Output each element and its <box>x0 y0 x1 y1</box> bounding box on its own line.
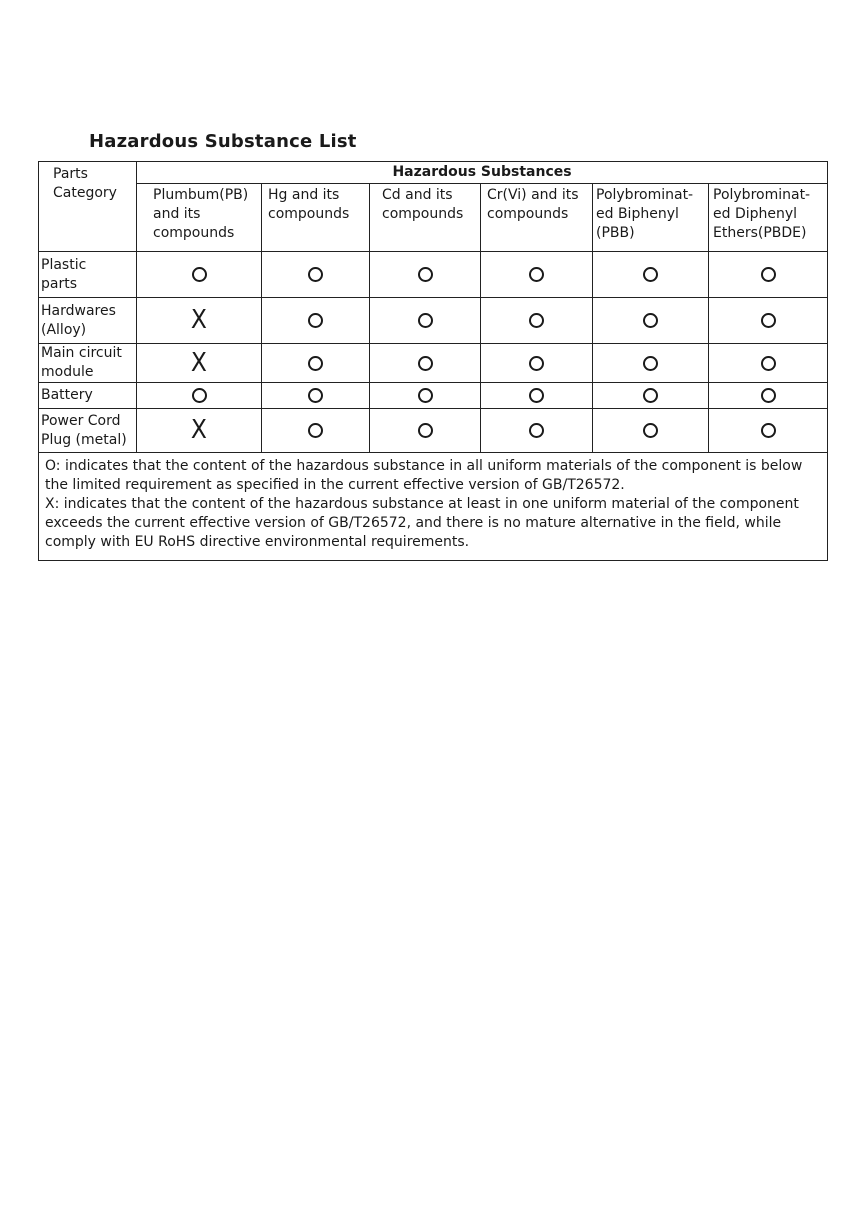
circle-mark-icon <box>529 388 544 403</box>
hazardous-substance-table <box>38 161 828 561</box>
part-category-cell: Plastic parts <box>39 252 137 298</box>
circle-mark-icon <box>418 313 433 328</box>
circle-mark-icon <box>308 388 323 403</box>
substance-mark-cell <box>262 383 370 409</box>
circle-mark-icon <box>418 388 433 403</box>
circle-mark-icon <box>192 388 207 403</box>
circle-mark-icon <box>643 267 658 282</box>
column-header-pb: Plumbum(PB) and its compounds <box>137 184 262 252</box>
substance-mark-cell <box>370 383 481 409</box>
substance-mark-cell <box>262 252 370 298</box>
circle-mark-icon <box>761 388 776 403</box>
substance-mark-cell <box>709 344 828 383</box>
circle-mark-icon <box>643 423 658 438</box>
circle-mark-icon <box>308 313 323 328</box>
substance-mark-cell <box>370 252 481 298</box>
legend-o-note: O: indicates that the content of the hazardous substance in all uniform materials of the component is below the limited requirement as specified in the current effective version of GB/T26572. <box>45 458 803 493</box>
table-row <box>39 409 828 453</box>
circle-mark-icon <box>761 313 776 328</box>
table-row <box>39 298 828 344</box>
substance-mark-cell <box>481 298 593 344</box>
substance-mark-cell <box>137 383 262 409</box>
substance-mark-cell <box>262 409 370 453</box>
parts-category-header: Parts Category <box>39 162 137 252</box>
column-header-cd: Cd and its compounds <box>370 184 481 252</box>
substance-mark-cell <box>137 298 262 344</box>
substance-mark-cell <box>481 383 593 409</box>
hazardous-substances-header: Hazardous Substances <box>137 162 828 184</box>
substance-mark-cell <box>593 298 709 344</box>
legend-notes <box>39 453 828 561</box>
circle-mark-icon <box>761 267 776 282</box>
substance-mark-cell <box>481 252 593 298</box>
circle-mark-icon <box>643 388 658 403</box>
substance-mark-cell <box>709 409 828 453</box>
circle-mark-icon <box>761 356 776 371</box>
circle-mark-icon <box>643 313 658 328</box>
column-header-hg: Hg and its compounds <box>262 184 370 252</box>
column-header-pbb: Polybrominat- ed Biphenyl (PBB) <box>593 184 709 252</box>
part-category-cell: Hardwares (Alloy) <box>39 298 137 344</box>
circle-mark-icon <box>308 267 323 282</box>
substance-mark-cell <box>593 409 709 453</box>
substance-mark-cell <box>481 344 593 383</box>
circle-mark-icon <box>418 267 433 282</box>
column-header-cr: Cr(Vi) and its compounds <box>481 184 593 252</box>
table-row <box>39 252 828 298</box>
x-mark-icon: X <box>190 347 208 378</box>
page-title: Hazardous Substance List <box>89 131 357 152</box>
circle-mark-icon <box>418 423 433 438</box>
circle-mark-icon <box>529 267 544 282</box>
substance-mark-cell <box>137 344 262 383</box>
substance-mark-cell <box>137 252 262 298</box>
substance-mark-cell <box>709 383 828 409</box>
circle-mark-icon <box>308 356 323 371</box>
table-row <box>39 383 828 409</box>
substance-mark-cell <box>370 298 481 344</box>
legend-x-note: X: indicates that the content of the hazardous substance at least in one uniform material of the component exceeds the current effective version of GB/T26572, and there is no mature alternative in the field, while comply with EU RoHS directive environmental requirements. <box>45 496 799 550</box>
substance-mark-cell <box>709 252 828 298</box>
part-category-cell: Main circuit module <box>39 344 137 383</box>
circle-mark-icon <box>529 313 544 328</box>
substance-mark-cell <box>370 409 481 453</box>
substance-mark-cell <box>481 409 593 453</box>
substance-mark-cell <box>593 252 709 298</box>
part-category-cell: Power Cord Plug (metal) <box>39 409 137 453</box>
substance-mark-cell <box>370 344 481 383</box>
table-row <box>39 344 828 383</box>
substance-mark-cell <box>593 383 709 409</box>
part-category-cell: Battery <box>39 383 137 409</box>
substance-mark-cell <box>593 344 709 383</box>
circle-mark-icon <box>529 423 544 438</box>
circle-mark-icon <box>308 423 323 438</box>
circle-mark-icon <box>418 356 433 371</box>
x-mark-icon: X <box>190 305 208 335</box>
substance-mark-cell <box>262 344 370 383</box>
circle-mark-icon <box>761 423 776 438</box>
circle-mark-icon <box>192 267 207 282</box>
substance-mark-cell <box>709 298 828 344</box>
column-header-pbde: Polybrominat- ed Diphenyl Ethers(PBDE) <box>709 184 828 252</box>
circle-mark-icon <box>643 356 658 371</box>
substance-mark-cell <box>262 298 370 344</box>
x-mark-icon: X <box>190 415 208 445</box>
substance-mark-cell <box>137 409 262 453</box>
circle-mark-icon <box>529 356 544 371</box>
